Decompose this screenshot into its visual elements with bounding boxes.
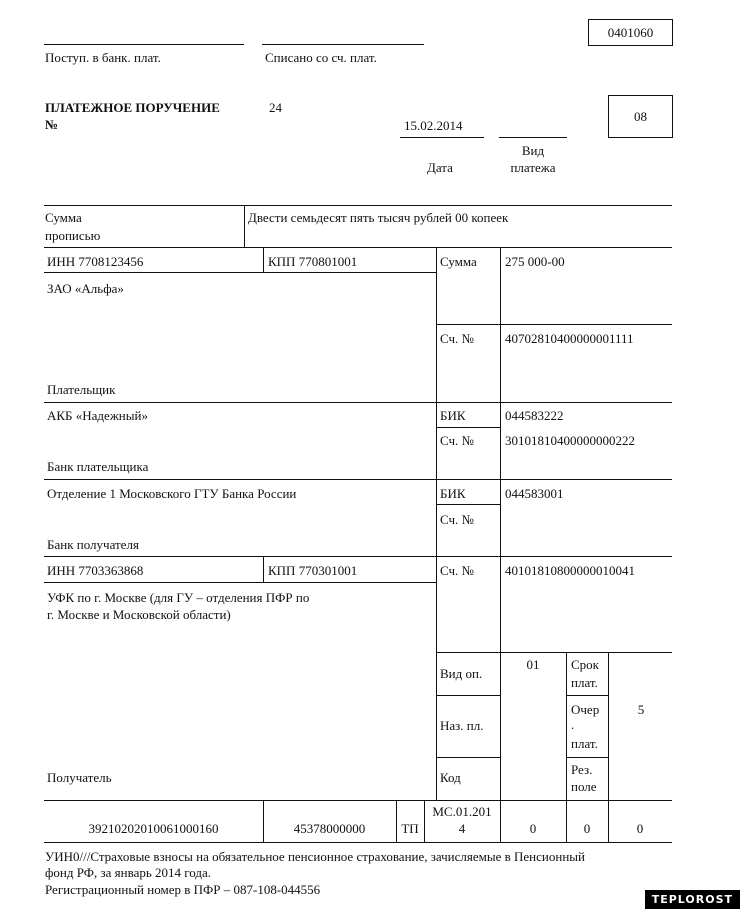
- grid-line-codes-col-2: [566, 652, 567, 800]
- grid-line-codes-row-2: [436, 757, 500, 758]
- grid-line-codes-row-2b: [566, 757, 608, 758]
- payer-bank-account-label: Сч. №: [440, 433, 474, 448]
- payee-account-value: 40101810800000010041: [505, 563, 635, 578]
- status-box: [608, 95, 673, 138]
- payee-bank-bik-value: 044583001: [505, 486, 564, 501]
- amount-words-label-1: Сумма: [45, 210, 82, 225]
- term-label-2: плат.: [571, 675, 598, 690]
- number-sign: №: [45, 117, 59, 132]
- amount-words-divider: [244, 205, 245, 247]
- grid-line-inn-kpp: [263, 247, 264, 272]
- order-label-3: плат.: [571, 736, 598, 751]
- doc-date-value: 0: [583, 821, 591, 836]
- sum-label: Сумма: [440, 254, 477, 269]
- watermark: TEPLOROST: [645, 890, 740, 909]
- doc-number-value: 0: [529, 821, 537, 836]
- sum-value: 275 000-00: [505, 254, 565, 269]
- payee-bank-account-label: Сч. №: [440, 512, 474, 527]
- oktmo-value: 45378000000: [293, 821, 366, 836]
- status-code: 08: [634, 109, 647, 124]
- payee-inn: ИНН 7703363868: [47, 563, 144, 578]
- amount-words-value: Двести семьдесят пять тысяч рублей 00 копеек: [248, 210, 509, 225]
- purpose-line-1: УИН0///Страховые взносы на обязательное пенсионное страхование, зачисляемые в Пенсионный: [45, 849, 585, 864]
- document-title: ПЛАТЕЖНОЕ ПОРУЧЕНИЕ: [45, 100, 220, 115]
- payer-bank-bik-label: БИК: [440, 408, 466, 423]
- order-value: 5: [637, 702, 645, 717]
- grid-line-right-col: [500, 247, 501, 652]
- grid-line-budget-bottom: [44, 842, 672, 843]
- payer-bank-name: АКБ «Надежный»: [47, 408, 148, 423]
- grid-line-budget-top: [44, 800, 672, 801]
- form-code: 0401060: [607, 25, 654, 40]
- payee-bank-label: Банк получателя: [47, 537, 139, 552]
- grid-line-payee-inn-bottom: [44, 582, 436, 583]
- purpose-line-2: фонд РФ, за январь 2014 года.: [45, 865, 212, 880]
- grid-line-payee-inn-kpp: [263, 556, 264, 582]
- payer-account-label: Сч. №: [440, 331, 474, 346]
- document-date: 15.02.2014: [404, 118, 463, 133]
- debited-line: [262, 44, 424, 45]
- document-number: 24: [269, 100, 282, 115]
- payer-bank-bik-value: 044583222: [505, 408, 564, 423]
- payee-bank-name: Отделение 1 Московского ГТУ Банка России: [47, 486, 297, 501]
- grid-line-payer-bottom: [44, 402, 672, 403]
- payment-type-label-2: платежа: [510, 160, 556, 175]
- grid-line-payer-bank-bottom: [44, 479, 672, 480]
- amount-words-top-line: [44, 205, 672, 206]
- order-label-2: .: [571, 717, 575, 732]
- payer-kpp: КПП 770801001: [268, 254, 358, 269]
- payer-inn: ИНН 7708123456: [47, 254, 144, 269]
- form-code-box: [588, 19, 673, 46]
- kbk-value: 39210202010061000160: [88, 821, 219, 836]
- grid-line-payee-bank-bik: [436, 504, 500, 505]
- date-label: Дата: [427, 160, 453, 175]
- grid-line-payer-bank-bik: [436, 427, 500, 428]
- payer-bank-account-value: 30101810400000000222: [505, 433, 635, 448]
- grid-line-payee-bank-bottom: [44, 556, 672, 557]
- payee-kpp: КПП 770301001: [268, 563, 358, 578]
- code-label: Код: [440, 770, 461, 785]
- received-line: [44, 44, 244, 45]
- payment-kind-value: 0: [636, 821, 644, 836]
- grid-line-inn-bottom: [44, 272, 436, 273]
- payee-label: Получатель: [47, 770, 112, 785]
- amount-words-label-2: прописью: [45, 228, 101, 243]
- op-type-label: Вид оп.: [440, 666, 483, 681]
- payer-account-value: 40702810400000001111: [505, 331, 634, 346]
- grid-line-codes-row-1b: [566, 695, 608, 696]
- grid-line-left-col: [436, 247, 437, 800]
- payment-type-line: [499, 137, 567, 138]
- op-type-value: 01: [526, 657, 540, 672]
- grid-line-codes-top: [436, 652, 672, 653]
- order-label-1: Очер: [571, 702, 600, 717]
- date-line: [400, 137, 484, 138]
- period-line-2: 4: [458, 821, 466, 836]
- grid-line-codes-row-1: [436, 695, 500, 696]
- basis-value: ТП: [401, 821, 419, 836]
- purpose-line-3: Регистрационный номер в ПФР – 087-108-044556: [45, 882, 321, 897]
- payee-name-line-1: УФК по г. Москве (для ГУ – отделения ПФР по: [47, 590, 310, 605]
- payer-name: ЗАО «Альфа»: [47, 281, 124, 296]
- reserve-label-2: поле: [571, 779, 597, 794]
- grid-line-codes-col-1: [500, 652, 501, 800]
- payer-label: Плательщик: [47, 382, 116, 397]
- payee-name-line-2: г. Москве и Московской области): [47, 607, 231, 622]
- grid-line-codes-col-3: [608, 652, 609, 800]
- payee-bank-bik-label: БИК: [440, 486, 466, 501]
- term-label-1: Срок: [571, 657, 599, 672]
- period-line-1: МС.01.201: [432, 804, 492, 819]
- grid-line-inn-top: [44, 247, 672, 248]
- debited-label: Списано со сч. плат.: [265, 50, 377, 65]
- payer-bank-label: Банк плательщика: [47, 459, 149, 474]
- grid-line-sum-account: [436, 324, 672, 325]
- received-label: Поступ. в банк. плат.: [45, 50, 161, 65]
- payment-type-label-1: Вид: [521, 143, 545, 158]
- reserve-label-1: Рез.: [571, 762, 593, 777]
- payee-account-label: Сч. №: [440, 563, 474, 578]
- purpose-code-label: Наз. пл.: [440, 718, 484, 733]
